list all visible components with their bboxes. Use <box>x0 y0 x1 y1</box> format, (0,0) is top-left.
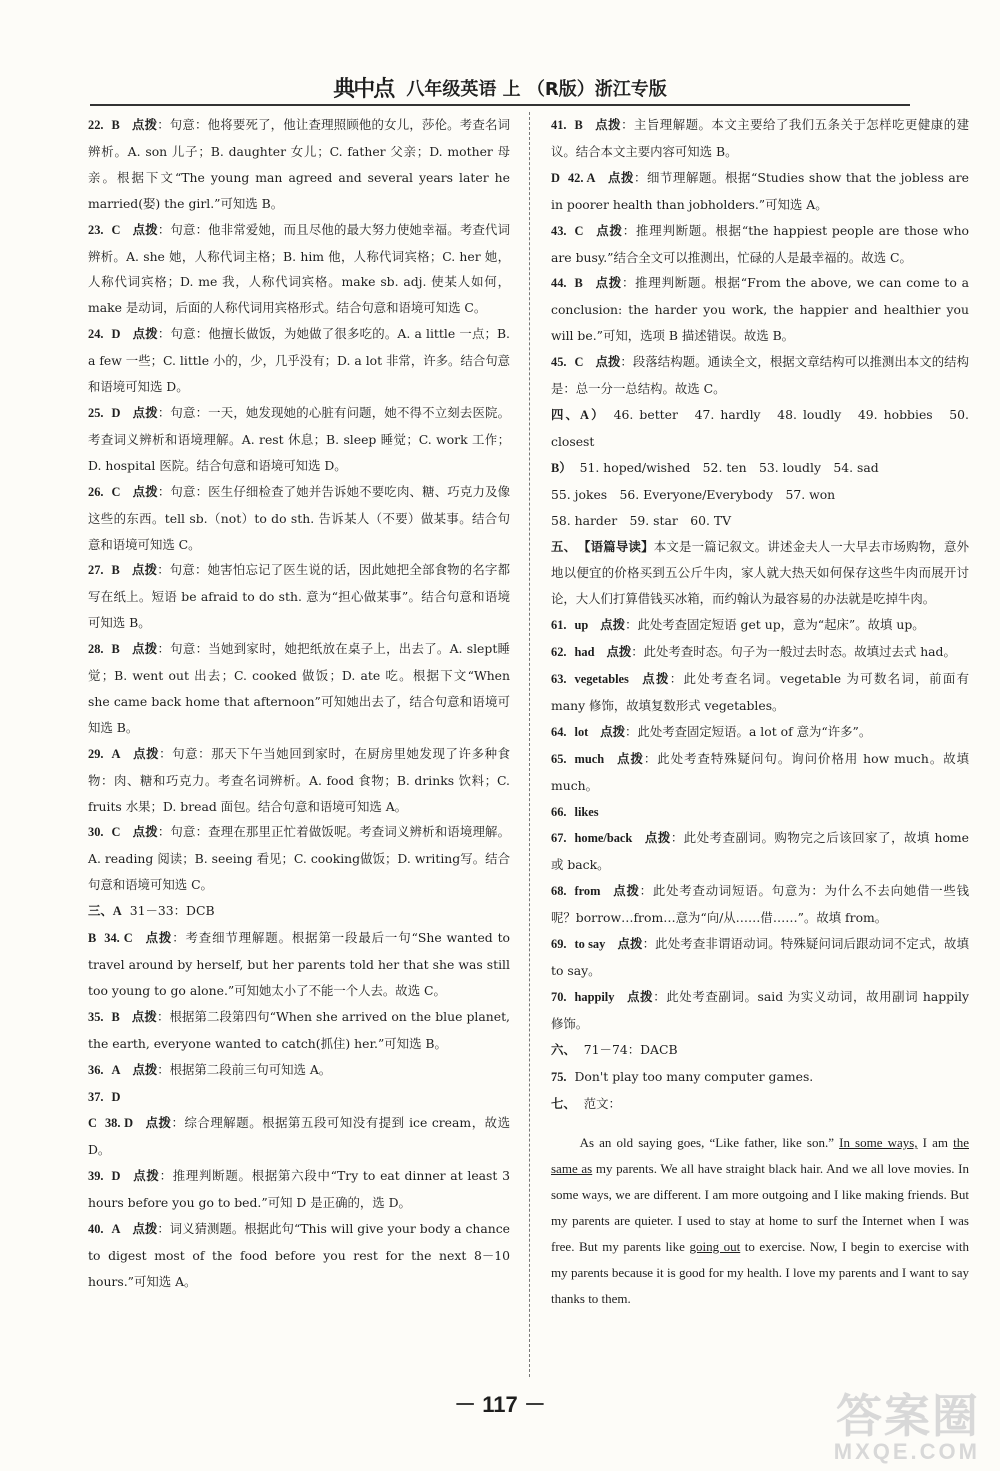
hint-label: 点拨 <box>644 830 671 846</box>
answer-key: from <box>574 884 601 899</box>
answer-entry <box>551 612 969 639</box>
hint-label: 点拨 <box>132 1061 158 1077</box>
answer-entry <box>88 1084 510 1111</box>
answer-entry <box>551 1037 969 1064</box>
answer-entry <box>551 799 969 826</box>
answer-entry <box>88 400 510 479</box>
explanation-text: ：句意：一天，她发现她的心脏有问题，她不得不立刻去医院。考查词义辨析和语境理解。A. rest 休息；B. sleep 睡觉；C. work 工作；D. hospital 医院。结合句意和语境可知选 D。 <box>88 404 511 473</box>
explanation-text: ：此处考查非谓语动词。特殊疑问词后跟动词不定式，故填 to say。 <box>551 936 970 978</box>
explanation-text: ：句意：那天下午当她回到家时，在厨房里她发现了许多种食物：肉、糖和巧克力。考查名词辨析。A. food 食物；B. drinks 饮料；C. fruits 水果；D. bread 面包。结合句意和语境可知选 A。 <box>88 745 511 814</box>
explanation-text: ：句意：医生仔细检查了她并告诉她不要吃肉、糖、巧克力及像这些的东西。tell sb.（not）to do sth. 告诉某人（不要）做某事。结合句意和语境可知选 C。 <box>88 483 511 552</box>
answer-key: home/back <box>574 831 633 846</box>
question-number: 26. <box>88 484 104 499</box>
question-number: 29. <box>88 746 104 761</box>
hint-label: 点拨 <box>612 883 640 899</box>
model-essay <box>551 1130 969 1311</box>
question-number: 36. <box>88 1062 104 1077</box>
answer-key: C <box>111 825 121 840</box>
question-number: 69. <box>551 937 567 952</box>
hint-label: 点拨 <box>595 222 623 238</box>
essay-underline-3: going out <box>689 1239 741 1255</box>
answer-entry <box>551 878 969 931</box>
answer-entry <box>551 1064 969 1091</box>
explanation-text: 31－33：DCB <box>129 903 215 919</box>
question-number: 68. <box>551 884 567 899</box>
question-number: 六、 <box>551 1042 576 1057</box>
question-number: 39. <box>88 1169 104 1184</box>
page-title: 八年级英语 上 （R版）浙江专版 <box>406 78 667 100</box>
answer-entry <box>88 898 510 925</box>
answer-entry <box>551 984 969 1037</box>
answer-entry <box>551 666 969 719</box>
answer-key: 38. D <box>104 1116 134 1131</box>
question-number: 四、A） <box>551 407 606 422</box>
essay-text-4: to exercise. Now, I begin to exercise with my parents because it is good for my health. I love my parents and I want to say thanks to them. <box>551 1239 970 1306</box>
answer-key: much <box>574 751 605 766</box>
answer-key: had <box>574 645 595 660</box>
column-divider <box>529 112 530 1377</box>
hint-label: 点拨 <box>145 1115 172 1131</box>
explanation-text: 55. jokes 56. Everyone/Everybody 57. won <box>551 486 836 502</box>
explanation-text: ：此处考查固定短语 get up，意为“起床”。故填 up。 <box>625 617 925 633</box>
hint-label: 点拨 <box>607 169 635 185</box>
answer-entry <box>551 482 969 508</box>
explanation-text: ：推理判断题。根据第六段中“Try to eat dinner at least 3 hours before you go to bed.”可知 D 是正确的，选 D。 <box>88 1168 510 1211</box>
hint-label: 点拨 <box>132 483 158 499</box>
hint-label: 点拨 <box>132 1221 158 1237</box>
question-number: 66. <box>551 804 567 819</box>
answer-key: C <box>574 355 584 370</box>
hint-label: 点拨 <box>594 275 622 291</box>
hint-label: 【语篇导读】 <box>584 538 654 554</box>
answer-key: B <box>111 118 120 132</box>
answer-key: 42. A <box>567 170 596 185</box>
explanation-text: 46. better 47. hardly 48. loudly 49. hobbies 50. closest <box>551 406 969 449</box>
question-number: B <box>88 931 97 946</box>
page-header <box>90 72 910 106</box>
question-number: 25. <box>88 405 104 420</box>
explanation-text: ：句意：查理在那里正忙着做饭呢。考查词义辨析和语境理解。A. reading 阅读；B. seeing 看见；C. cooking做饭；D. writing写。结合句意和语境可知选 C。 <box>88 824 511 893</box>
question-number: 30. <box>88 825 104 840</box>
answer-key: B <box>574 118 583 132</box>
question-number: 28. <box>88 642 104 657</box>
question-number: 27. <box>88 563 104 578</box>
answer-entry <box>88 819 510 898</box>
explanation-text: ：主旨理解题。本文主要给了我们五条关于怎样吃更健康的建议。结合本文主要内容可知选 B。 <box>551 117 970 159</box>
explanation-text: 58. harder 59. star 60. TV <box>551 512 732 528</box>
page-number: － 117 － <box>454 1392 546 1417</box>
header-rule <box>90 104 910 106</box>
answer-entry <box>551 534 969 613</box>
answer-key: B <box>574 276 583 291</box>
explanation-text: ：此处考查固定短语。a lot of 意为“许多”。 <box>625 723 872 739</box>
hint-label: 点拨 <box>131 562 158 578</box>
explanation-text: ：推理判断题。根据“From the above, we can come to a conclusion: the harder you work, the happier and healthier you will be.”可知，选项 B 描述错误。故选 B。 <box>551 275 970 344</box>
answer-entry <box>88 636 510 741</box>
question-number: 70. <box>551 989 567 1004</box>
hint-label: 点拨 <box>132 404 158 420</box>
hint-label: 点拨 <box>600 723 626 739</box>
hint-label: 点拨 <box>132 824 158 840</box>
answer-key: happily <box>574 989 615 1004</box>
question-number: 23. <box>88 222 104 237</box>
hint-label: 点拨 <box>132 745 160 761</box>
answer-key: C <box>111 222 121 237</box>
question-number: 62. <box>551 645 567 660</box>
answer-key: D <box>111 327 121 342</box>
hint-label: 点拨 <box>131 641 158 657</box>
hint-label: 点拨 <box>132 1168 160 1184</box>
question-number: 35. <box>88 1009 104 1024</box>
answer-key: vegetables <box>574 672 629 687</box>
question-number: C <box>88 1116 97 1131</box>
hint-label: 点拨 <box>616 750 644 766</box>
answer-entry <box>88 741 510 820</box>
essay-underline-1: In some ways, <box>839 1135 918 1151</box>
answer-key: 34. C <box>104 931 133 946</box>
question-number: 41. <box>551 118 567 132</box>
explanation-text: ：段落结构题。通读全文，根据文章结构可以推测出本文的结构是：总一分一总结构。故选 C。 <box>551 354 970 397</box>
answer-entry <box>551 218 969 271</box>
question-number: 63. <box>551 672 567 687</box>
left-column <box>88 112 510 1295</box>
right-entries <box>551 112 969 1117</box>
answer-entry <box>88 557 510 636</box>
answer-entry <box>88 1110 510 1163</box>
answer-key: B <box>111 563 120 578</box>
answer-entry <box>551 349 969 402</box>
hint-label: 点拨 <box>600 617 626 633</box>
explanation-text: ：根据第二段前三句可知选 A。 <box>157 1061 332 1077</box>
explanation-text: Don't play too many computer games. <box>574 1068 814 1084</box>
answer-entry <box>551 402 969 455</box>
answer-key: lot <box>574 724 589 739</box>
answer-key: C <box>574 223 584 238</box>
question-number: 64. <box>551 724 567 739</box>
answer-entry <box>88 321 510 400</box>
hint-label: 点拨 <box>595 354 621 370</box>
question-number: 五、 <box>551 539 577 554</box>
answer-key: B <box>111 642 120 657</box>
explanation-text: 本文是一篇记叙文。讲述金夫人一大早去市场购物，意外地以便宜的价格买到五公斤牛肉，家人就大热天如何保存这些牛肉而展开讨论，大人们打算借钱买冰箱，而约翰认为最容易的办法就是吃掉牛肉。 <box>551 538 970 607</box>
question-number: 24. <box>88 327 104 342</box>
hint-label: 点拨 <box>626 988 654 1004</box>
answer-entry <box>551 165 969 218</box>
question-number: 44. <box>551 276 567 291</box>
explanation-text: ：推理判断题。根据“the happiest people are those who are busy.”结合全文可以推测出，忙碌的人是最幸福的。故选 C。 <box>551 222 970 265</box>
explanation-text: ：句意：当她到家时，她把纸放在桌子上，出去了。A. slept睡觉；B. went out 出去；C. cooked 做饭；D. ate 吃。根据下文“When she came back home that afternoon”可知她出去了，结合句意和语境可知选 B。 <box>88 641 511 735</box>
explanation-text: 51. hoped/wished 52. ten 53. loudly 54. sad <box>579 459 879 475</box>
explanation-text: ：句意：他擅长做饭，为她做了很多吃的。A. a little 一点；B. a few 一些；C. little 小的，少，几乎没有；D. a lot 非常，许多。结合句意和语境可知选 D。 <box>88 326 510 395</box>
explanation-text: ：句意：她害怕忘记了医生说的话，因此她把全部食物的名字都写在纸上。短语 be afraid to do sth. 意为“担心做某事”。结合句意和语境可知选 B。 <box>88 562 511 631</box>
question-number: 22. <box>88 118 104 132</box>
answer-entry <box>551 112 969 165</box>
explanation-text: ：句意：他非常爱她，而且尽他的最大努力使她幸福。考查代词辨析。A. she 她，人称代词主格；B. him 他，人称代词宾格；C. her 她，人称代词宾格；D. me 我，人称代词宾格。make sb. adj. 使某人如何，make 是动词，后面的人称代词用宾格形式。结合句意和语境可知选 C。 <box>88 221 511 316</box>
essay-text-2: I am <box>922 1135 948 1151</box>
answer-key: A <box>111 1222 121 1237</box>
answer-entry <box>88 1057 510 1084</box>
question-number: 61. <box>551 618 567 633</box>
question-number: 67. <box>551 831 567 846</box>
explanation-text: ：根据第二段第四句“When she arrived on the blue planet, the earth, everyone wanted to catch(抓住) her.”可知选 B。 <box>88 1008 510 1051</box>
answer-entry <box>88 112 510 217</box>
question-number: 七、 <box>551 1096 576 1111</box>
answer-entry <box>88 1163 510 1216</box>
answer-entry <box>551 719 969 746</box>
answer-entry <box>551 825 969 878</box>
explanation-text: ：综合理解题。根据第五段可知没有提到 ice cream，故选 D。 <box>88 1115 510 1158</box>
explanation-text: 范文： <box>583 1095 621 1111</box>
explanation-text: ：此处考查副词。购物完之后该回家了，故填 home 或 back。 <box>551 830 969 873</box>
answer-entry <box>88 1216 510 1295</box>
explanation-text: ：考查细节理解题。根据第一段最后一句“She wanted to travel around by herself, but her parents told her that she was still too young to go alone.”可知她太小了不能一个人去。故选 C。 <box>88 930 511 998</box>
essay-text-3: my parents. We all have straight black hair. And we all love movies. In some ways, we are different. I am more outgoing and I like making friends. But my parents are quieter. I used to stay at home to surf the Internet when I was free. But my parents like <box>551 1161 969 1255</box>
explanation-text: ：词义猜测题。根据此句“This will give your body a chance to digest most of the food before you rest for the next 8－10 hours.”可知选 A。 <box>88 1221 511 1289</box>
answer-key: A <box>111 1062 121 1077</box>
explanation-text: ：此处考查副词。said 为实义动词，故用副词 happily 修饰。 <box>551 988 969 1031</box>
answer-entry <box>88 479 510 558</box>
answer-key: likes <box>574 804 599 819</box>
question-number: 45. <box>551 355 567 370</box>
explanation-text: 71－74：DACB <box>583 1041 678 1057</box>
answer-key: D <box>111 1089 121 1104</box>
answer-entry <box>551 270 969 349</box>
question-number: 43. <box>551 223 567 238</box>
question-number: B） <box>551 460 572 475</box>
answer-entry <box>88 925 510 1004</box>
question-number: 三、A <box>88 904 122 919</box>
explanation-text: ：此处考查动词短语。句意为：为什么不去向她借一些钱呢？borrow…from…意为“向/从……借……”。故填 from。 <box>551 883 970 926</box>
hint-label: 点拨 <box>131 117 158 132</box>
question-number: 37. <box>88 1089 104 1104</box>
question-number: 65. <box>551 751 567 766</box>
answer-key: C <box>111 484 121 499</box>
answer-entry <box>551 455 969 482</box>
right-column <box>551 112 969 1325</box>
explanation-text: ：句意：他将要死了，他让查理照顾他的女儿，莎伦。考查名词辨析。A. son 儿子；B. daughter 女儿；C. father 父亲；D. mother 母亲。根据下文“The young man agreed and several years later he married(娶) the girl.”可知选 B。 <box>88 117 511 211</box>
answer-entry <box>551 746 969 799</box>
answer-key: A <box>111 746 121 761</box>
answer-key: D <box>111 1169 121 1184</box>
question-number: 40. <box>88 1222 104 1237</box>
answer-entry <box>551 1091 969 1118</box>
hint-label: 点拨 <box>640 671 670 687</box>
explanation-text: ：细节理解题。根据“Studies show that the jobless are in poorer health than jobholders.”可知选 A。 <box>551 169 970 212</box>
answer-key: B <box>111 1009 120 1024</box>
hint-label: 点拨 <box>594 117 622 132</box>
answer-entry <box>551 639 969 666</box>
answer-key: to say <box>574 937 606 952</box>
hint-label: 点拨 <box>144 930 173 946</box>
question-number: D <box>551 170 560 185</box>
answer-key: D <box>111 405 121 420</box>
hint-label: 点拨 <box>132 221 158 237</box>
hint-label: 点拨 <box>131 1008 157 1024</box>
hint-label: 点拨 <box>606 644 632 660</box>
answer-entry <box>551 931 969 984</box>
watermark <box>833 1390 980 1465</box>
question-number: 75. <box>551 1069 567 1084</box>
brand-logo: 典中点 <box>333 77 394 102</box>
explanation-text: ：此处考查特殊疑问句。询问价格用 how much。故填 much。 <box>551 750 969 793</box>
answer-key: up <box>574 618 589 633</box>
explanation-text: ：此处考查时态。句子为一般过去时态。故填过去式 had。 <box>631 644 956 660</box>
answer-entry <box>88 1004 510 1057</box>
answer-entry <box>551 508 969 534</box>
watermark-logo: 答案圈 <box>836 1390 980 1442</box>
explanation-text: ：此处考查名词。vegetable 为可数名词，前面有 many 修饰，故填复数形式 vegetables。 <box>551 671 969 713</box>
watermark-url: MXQE.COM <box>833 1439 980 1464</box>
hint-label: 点拨 <box>617 936 643 952</box>
essay-underline-2: the same as <box>551 1135 969 1177</box>
essay-text-1: As an old saying goes, “Like father, like son.” <box>579 1135 834 1151</box>
hint-label: 点拨 <box>132 326 158 342</box>
answer-entry <box>88 217 510 322</box>
